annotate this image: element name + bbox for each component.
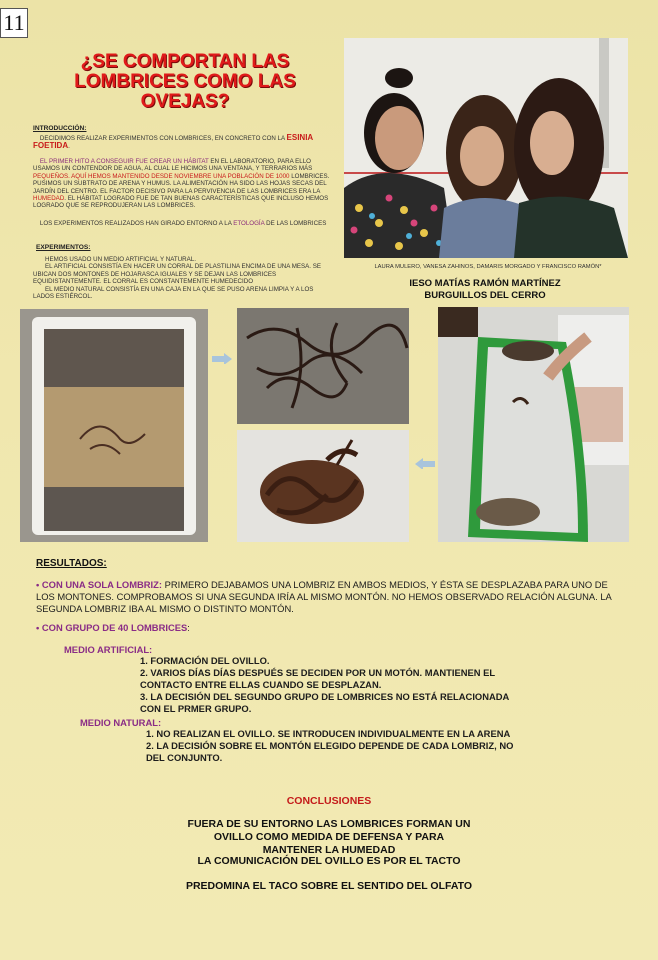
intro-paragraph-2 xyxy=(33,158,336,210)
natural-item: 1. NO REALIZAN EL OVILLO. SE INTRODUCEN INDIVIDUALMENTE EN LA ARENA xyxy=(146,728,511,739)
intro-highlight-population: PEQUEÑOS. AQUÍ HEMOS MANTENIDO DESDE NOVIEMBRE UNA POBLACIÓN DE 1000 xyxy=(33,172,290,180)
intro-highlight-etology: ETOLOGÍA xyxy=(233,220,265,227)
results-group xyxy=(36,622,190,634)
intro-text: LOMBRICES. PUSIMOS UN SUBTRATO DE ARENA Y HUMUS. LA ALIMENTACIÓN HA SIDO LAS HOJAS SECAS DEL JARDÍN DEL CENTRO. EL FACTOR DECISIVO PARA LA PERVIVENCIA DE LAS LOMBRICES ERA LA xyxy=(33,172,330,195)
conclusion-item: FUERA DE SU ENTORNO LAS LOMBRICES FORMAN UN OVILLO COMO MEDIDA DE DEFENSA Y PARA MANTENER LA HUMEDAD xyxy=(187,818,471,856)
single-worm-text: PRIMERO DEJABAMOS UNA LOMBRIZ EN AMBOS MEDIOS, Y ÉSTA SE DESPLAZABA PARA UNO DE LOS MONTONES. COMPROBAMOS SI UNA SEGUNDA IRÍA AL MISMO MONTÓN. NO HEMOS OBSERVADO RELACIÓN ALGUNA. LA SEGUNDA LOMBRIZ IBA AL MISMO O DISTINTO MONTÓN. xyxy=(36,579,612,614)
results-single xyxy=(36,579,621,615)
artificial-list xyxy=(140,655,530,715)
single-worm-label: • CON UNA SOLA LOMBRIZ: xyxy=(36,579,163,590)
worms-closeup-photo xyxy=(237,308,409,424)
artificial-item: 1. FORMACIÓN DEL OVILLO. xyxy=(140,655,270,666)
intro-paragraph-1 xyxy=(33,134,336,151)
group-photo xyxy=(344,38,628,258)
intro-paragraph-3 xyxy=(33,220,336,227)
photo-caption: LAURA MULERO, VANESA ZAHINOS, DAMARIS MORGADO Y FRANCISCO RAMÓN* xyxy=(374,264,602,270)
natural-label: MEDIO NATURAL: xyxy=(80,717,162,728)
group-colon: : xyxy=(187,622,190,633)
plasticine-corral-photo xyxy=(438,307,629,542)
experiments-line: HEMOS USADO UN MEDIO ARTIFICIAL Y NATURAL. xyxy=(45,256,196,263)
terrarium-photo xyxy=(20,309,208,542)
experiments-line: EL MEDIO NATURAL CONSISTÍA EN UNA CAJA EN LA QUE SE PUSO ARENA LIMPIA Y A LOS LADOS ESTIÉRCOL. xyxy=(33,285,314,301)
conclusions-heading: CONCLUSIONES xyxy=(286,795,372,807)
natural-list xyxy=(146,728,526,764)
intro-text-end: . xyxy=(68,143,70,151)
school-line: BURGUILLOS DEL CERRO xyxy=(424,290,546,301)
poster-number: 11 xyxy=(0,8,28,38)
intro-text: EN EL LABORATORIO, PARA ELLO USAMOS UN CONTENDOR DE AGUA, AL CUAL LE HICIMOS UNA VENTANA, Y TERRARIOS MÁS xyxy=(33,158,313,173)
intro-text: DE LAS LOMBRICES xyxy=(264,220,327,227)
results-heading: RESULTADOS: xyxy=(36,558,107,569)
worm-ball-photo xyxy=(237,430,409,542)
artificial-item: 3. LA DECISIÓN DEL SEGUNDO GRUPO DE LOMBRICES NO ESTÁ RELACIONADA CON EL PRMER GRUPO. xyxy=(140,691,509,714)
group-label: • CON GRUPO DE 40 LOMBRICES xyxy=(36,622,188,633)
intro-text: . EL HÁBITAT LOGRADO FUE DE TAN BUENAS CARACTERÍSTICAS QUE INCLUSO HEMOS LOGRADO QUE SE REPRODUJERAN LAS LOMBRICES. xyxy=(33,195,329,210)
intro-highlight-habitat: EL PRIMER HITO A CONSEGUIR FUE CREAR UN HÁBITAT xyxy=(39,158,209,165)
intro-text: LOS EXPERIMENTOS REALIZADOS HAN GIRADO ENTORNO A LA xyxy=(39,220,234,227)
artificial-item: 2. VARIOS DÍAS DÍAS DESPUÉS SE DECIDEN POR UN MOTÓN. MANTIENEN EL CONTACTO ENTRE ELLAS CUANDO SE DESPLAZAN. xyxy=(140,667,495,690)
conclusion-item: PREDOMINA EL TACO SOBRE EL SENTIDO DEL OLFATO xyxy=(185,880,473,892)
conclusion-item: LA COMUNICACIÓN DEL OVILLO ES POR EL TACTO xyxy=(197,855,461,867)
experiments-heading: EXPERIMENTOS: xyxy=(36,244,91,251)
arrow-right-icon xyxy=(212,352,232,364)
arrow-left-icon xyxy=(415,457,435,469)
school-name xyxy=(360,278,610,302)
experiments-line: EL ARTIFICIAL CONSISTÍA EN HACER UN CORRAL DE PLASTILINA ENCIMA DE UNA MESA. SE UBICAN DOS MONTONES DE HOJARASCA IGUALES Y SE DEJAN LAS LOMBRICES EQUIDISTANTEMENTE. EL CORRAL ES CONSTANTEMENTE HUMEDECIDO xyxy=(33,263,321,286)
species-name: ESINIA FOETIDA xyxy=(33,133,313,151)
intro-heading: INTRODUCCIÓN: xyxy=(33,125,87,132)
school-line: IESO MATÍAS RAMÓN MARTÍNEZ xyxy=(409,278,561,289)
poster-title: ¿SE COMPORTAN LAS LOMBRICES COMO LAS OVEJAS? xyxy=(74,51,296,112)
artificial-label: MEDIO ARTIFICIAL: xyxy=(64,644,153,655)
intro-text: DECIDIMOS REALIZAR EXPERIMENTOS CON LOMBRICES, EN CONCRETO CON LA xyxy=(39,135,287,142)
natural-item: 2. LA DECISIÓN SOBRE EL MONTÓN ELEGIDO DEPENDE DE CADA LOMBRIZ, NO DEL CONJUNTO. xyxy=(146,740,514,763)
intro-highlight-humidity: HUMEDAD xyxy=(33,195,65,203)
experiments-text xyxy=(33,256,336,300)
